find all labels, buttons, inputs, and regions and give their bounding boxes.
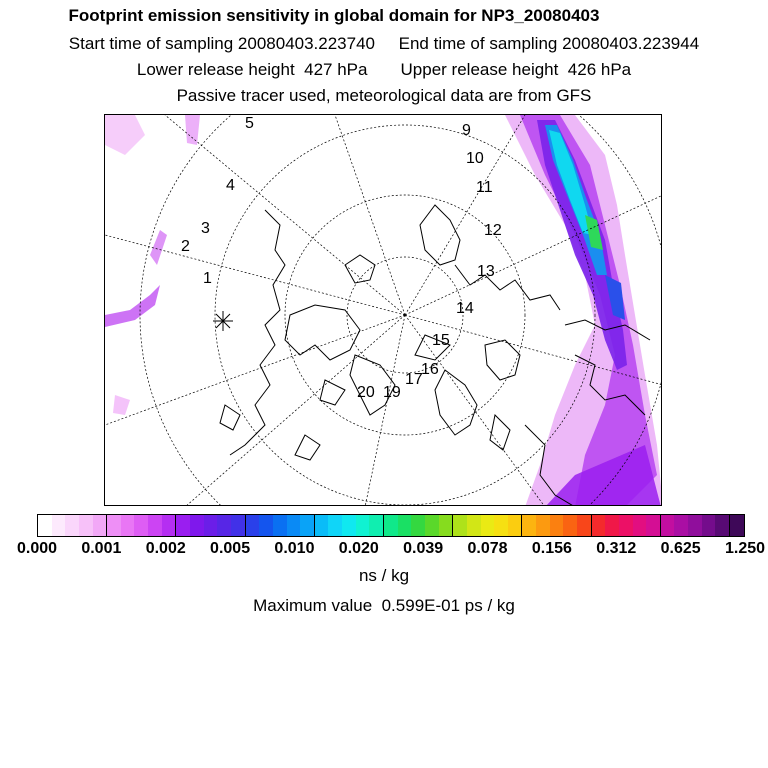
colorbar-cell bbox=[605, 515, 619, 536]
colorbar-cell bbox=[646, 515, 660, 536]
colorbar-tick-label: 0.312 bbox=[596, 540, 637, 557]
colorbar-cell bbox=[398, 515, 412, 536]
colorbar-cell bbox=[439, 515, 453, 536]
colorbar-cell bbox=[314, 515, 329, 536]
colorbar-tick-label: 0.156 bbox=[531, 540, 572, 557]
colorbar-cell bbox=[79, 515, 93, 536]
colorbar-tick-label: 0.625 bbox=[660, 540, 701, 557]
release-heights: Lower release height 427 hPa Upper release height 426 hPa bbox=[136, 60, 632, 79]
colorbar-cell bbox=[494, 515, 508, 536]
trajectory-label: 4 bbox=[226, 177, 235, 194]
colorbar-cell bbox=[38, 515, 52, 536]
asterisk-release-marker-icon bbox=[213, 311, 233, 331]
colorbar-cell bbox=[563, 515, 577, 536]
colorbar-cell bbox=[521, 515, 536, 536]
colorbar-cell bbox=[204, 515, 218, 536]
colorbar-tick-label: 0.010 bbox=[274, 540, 315, 557]
colorbar-cell bbox=[383, 515, 398, 536]
colorbar-cell bbox=[550, 515, 564, 536]
colorbar-cell bbox=[287, 515, 301, 536]
trajectory-label: 10 bbox=[466, 150, 484, 167]
colorbar-tick-label: 0.078 bbox=[467, 540, 508, 557]
colorbar-cell bbox=[245, 515, 260, 536]
colorbar-cell bbox=[369, 515, 383, 536]
colorbar-cell bbox=[356, 515, 370, 536]
footprint-map bbox=[104, 114, 662, 506]
colorbar-cell bbox=[452, 515, 467, 536]
colorbar-cell bbox=[148, 515, 162, 536]
trajectory-label: 16 bbox=[421, 361, 439, 378]
colorbar-cell bbox=[729, 515, 744, 536]
colorbar-cell bbox=[190, 515, 204, 536]
colorbar-cell bbox=[328, 515, 342, 536]
colorbar-tick-label: 1.250 bbox=[724, 540, 766, 557]
trajectory-label: 12 bbox=[484, 222, 502, 239]
colorbar-tick-label: 0.001 bbox=[81, 540, 122, 557]
colorbar-cell bbox=[231, 515, 245, 536]
colorbar-cell bbox=[121, 515, 135, 536]
trajectory-label: 15 bbox=[432, 332, 450, 349]
colorbar-cell bbox=[175, 515, 190, 536]
trajectory-label: 1 bbox=[203, 270, 212, 287]
sensitivity-field bbox=[105, 115, 662, 506]
colorbar-cell bbox=[52, 515, 66, 536]
trajectory-label: 17 bbox=[405, 371, 423, 388]
colorbar-cell bbox=[217, 515, 231, 536]
trajectory-label: 11 bbox=[476, 179, 493, 196]
colorbar-cell bbox=[702, 515, 716, 536]
colorbar-tick-label: 0.002 bbox=[145, 540, 186, 557]
trajectory-label: 14 bbox=[456, 300, 474, 317]
tracer-info: Passive tracer used, meteorological data are from GFS bbox=[176, 86, 592, 105]
colorbar-cell bbox=[134, 515, 148, 536]
colorbar-cell bbox=[342, 515, 356, 536]
map-canvas bbox=[105, 115, 662, 506]
colorbar-tick-label: 0.020 bbox=[338, 540, 379, 557]
colorbar-cell bbox=[688, 515, 702, 536]
trajectory-label: 5 bbox=[245, 115, 254, 132]
colorbar-cell bbox=[508, 515, 522, 536]
colorbar-cell bbox=[273, 515, 287, 536]
colorbar-cell bbox=[425, 515, 439, 536]
trajectory-label: 19 bbox=[383, 384, 401, 401]
trajectory-label: 20 bbox=[357, 384, 375, 401]
colorbar-cell bbox=[259, 515, 273, 536]
trajectory-label: 3 bbox=[201, 220, 210, 237]
trajectory-label: 9 bbox=[462, 122, 471, 139]
colorbar-cell bbox=[633, 515, 647, 536]
colorbar-cell bbox=[577, 515, 591, 536]
colorbar-units: ns / kg bbox=[358, 566, 410, 585]
sampling-times: Start time of sampling 20080403.223740 End time of sampling 20080403.223944 bbox=[68, 34, 700, 53]
colorbar-cell bbox=[467, 515, 481, 536]
colorbar-cell bbox=[660, 515, 675, 536]
colorbar-cell bbox=[106, 515, 121, 536]
colorbar-cell bbox=[481, 515, 495, 536]
colorbar bbox=[37, 514, 745, 537]
trajectory-label: 13 bbox=[477, 263, 495, 280]
colorbar-cell bbox=[536, 515, 550, 536]
colorbar-cell bbox=[93, 515, 107, 536]
colorbar-tick-label: 0.039 bbox=[403, 540, 444, 557]
colorbar-cell bbox=[411, 515, 425, 536]
colorbar-cell bbox=[674, 515, 688, 536]
trajectory-label: 2 bbox=[181, 238, 190, 255]
maximum-value: Maximum value 0.599E-01 ps / kg bbox=[253, 596, 515, 615]
plot-title: Footprint emission sensitivity in global domain for NP3_20080403 bbox=[68, 6, 600, 25]
colorbar-tick-label: 0.000 bbox=[16, 540, 58, 557]
colorbar-cell bbox=[715, 515, 729, 536]
colorbar-cell bbox=[591, 515, 606, 536]
colorbar-cell bbox=[300, 515, 314, 536]
colorbar-cell bbox=[65, 515, 79, 536]
colorbar-cell bbox=[162, 515, 176, 536]
colorbar-cell bbox=[619, 515, 633, 536]
colorbar-tick-label: 0.005 bbox=[210, 540, 251, 557]
